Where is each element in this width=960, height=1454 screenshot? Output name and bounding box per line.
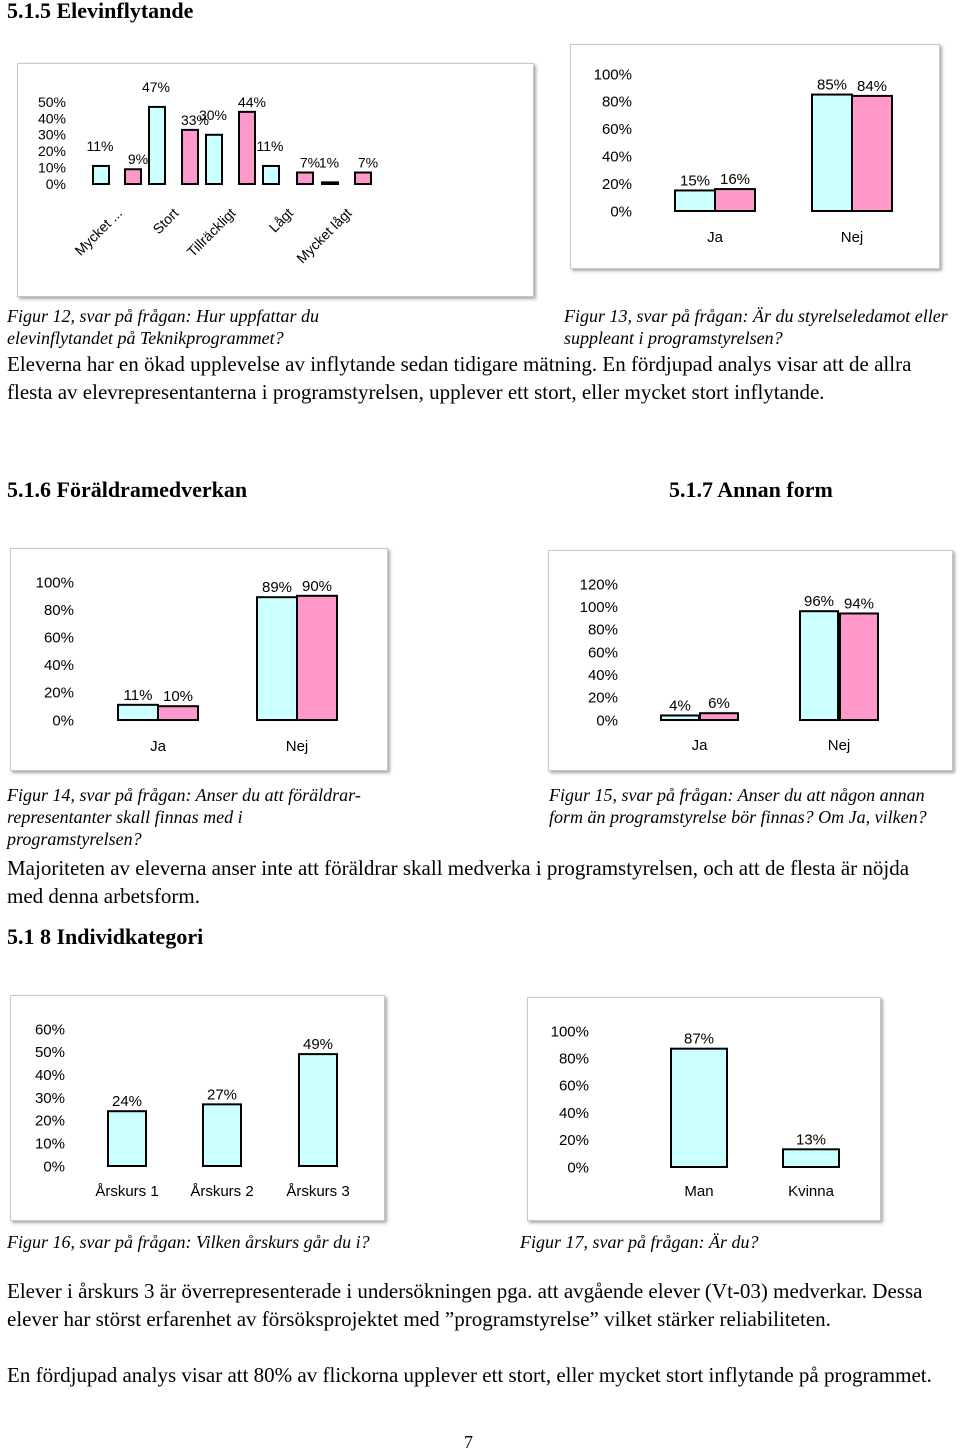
chart-figur-14 [10, 548, 388, 771]
data-label: 1% [318, 154, 340, 171]
data-label: 87% [683, 1030, 715, 1048]
y-tick-label: 60% [601, 121, 632, 139]
y-tick-label: 20% [43, 684, 74, 702]
data-label: 30% [198, 106, 228, 123]
caption-figur-13: Figur 13, svar på frågan: Är du styrelseledamot eller suppleant i programstyrelsen? [564, 306, 948, 348]
data-label: 16% [719, 171, 751, 189]
data-label: 94% [843, 595, 875, 613]
y-tick-label: 120% [579, 576, 618, 594]
data-label: 11% [123, 686, 153, 704]
y-tick-label: 40% [37, 110, 66, 127]
data-label: 10% [162, 688, 194, 706]
bar [263, 166, 279, 184]
category-label: Ja [707, 229, 723, 246]
bar [299, 1054, 337, 1166]
y-tick-label: 40% [34, 1066, 65, 1084]
bar [852, 96, 892, 211]
category-label: Nej [840, 229, 864, 246]
category-label: Man [684, 1183, 714, 1200]
caption-figur-12: Figur 12, svar på frågan: Hur uppfattar du elevinflytandet på Teknikprogrammet? [7, 306, 320, 348]
y-tick-label: 60% [34, 1021, 65, 1039]
bar [149, 107, 165, 184]
bar [355, 173, 371, 184]
data-label: 24% [111, 1093, 143, 1111]
bar [840, 613, 878, 720]
y-tick-label: 20% [601, 175, 632, 193]
category-label: Årskurs 1 [95, 1183, 159, 1200]
data-label: 47% [141, 78, 171, 95]
y-tick-label: 20% [587, 689, 618, 707]
paragraph-foraldrar: Majoriteten av eleverna anser inte att föräldrar skall medverka i programstyrelsen, och att de flesta är nöjda med denna arbetsform. [7, 856, 910, 908]
data-label: 84% [856, 77, 888, 95]
y-tick-label: 40% [43, 657, 74, 675]
bar [297, 173, 313, 184]
data-label: 7% [299, 154, 321, 171]
y-tick-label: 0% [596, 712, 618, 730]
category-label: Ja [691, 737, 708, 754]
bar [322, 182, 338, 184]
category-label: Nej [285, 738, 309, 755]
data-label: 11% [256, 137, 284, 154]
data-label: 13% [795, 1131, 827, 1149]
data-label: 11% [86, 137, 114, 154]
bar [203, 1104, 241, 1166]
data-label: 27% [206, 1086, 238, 1104]
heading-individkategori: 5.1 8 Individkategori [7, 924, 204, 949]
category-label: Nej [827, 737, 851, 754]
chart-figur-13 [570, 44, 940, 269]
y-tick-label: 60% [43, 629, 74, 647]
y-tick-label: 0% [45, 175, 66, 192]
y-tick-label: 40% [558, 1104, 589, 1122]
data-label: 15% [679, 172, 711, 190]
bar [661, 715, 699, 720]
page-number: 7 [464, 1432, 473, 1452]
bar [783, 1149, 839, 1167]
category-label: Årskurs 2 [190, 1183, 254, 1200]
paragraph-flickor: En fördjupad analys visar att 80% av flickorna upplever ett stort, eller mycket stort inflytande på programmet. [7, 1363, 932, 1387]
y-tick-label: 0% [52, 712, 74, 730]
chart-figur-12 [17, 63, 534, 297]
category-label: Stort [149, 204, 182, 238]
bar [257, 597, 297, 720]
y-tick-label: 20% [37, 143, 66, 160]
y-tick-label: 0% [43, 1158, 65, 1176]
y-tick-label: 10% [34, 1135, 65, 1153]
y-tick-label: 60% [587, 644, 618, 662]
y-tick-label: 80% [558, 1050, 589, 1068]
y-tick-label: 0% [610, 203, 632, 221]
y-tick-label: 100% [550, 1023, 589, 1041]
data-label: 7% [357, 154, 379, 171]
category-label: Mycket lågt [293, 204, 355, 267]
paragraph-inflytande: Eleverna har en ökad upplevelse av inflytande sedan tidigare mätning. En fördjupad analys visar att de allra flesta av elevrepresentanterna i programstyrelsen, upplever ett stort, eller mycket stort inflytande. [7, 352, 912, 404]
data-label: 90% [301, 577, 333, 595]
heading-annan-form: 5.1.7 Annan form [669, 477, 833, 502]
bar [182, 130, 198, 184]
data-label: 4% [669, 697, 691, 715]
chart-figur-15 [548, 550, 953, 771]
caption-figur-16: Figur 16, svar på frågan: Vilken årskurs går du i? [7, 1232, 370, 1252]
y-tick-label: 0% [567, 1159, 589, 1177]
chart-figur-16 [10, 995, 385, 1221]
category-label: Kvinna [788, 1183, 834, 1200]
bar [715, 189, 755, 211]
paragraph-arskurs: Elever i årskurs 3 är överrepresenterade i undersökningen pga. att avgående elever (Vt-03) medverkar. Dessa elever har störst erfarenhet av försöksprojektet med ”programstyrelse” vilket stärker reliabiliteten. [7, 1279, 923, 1331]
heading-foraldramedverkan: 5.1.6 Föräldramedverkan [7, 477, 248, 502]
bar [125, 169, 141, 184]
caption-figur-15: Figur 15, svar på frågan: Anser du att någon annan form än programstyrelse bör finnas? Om Ja, vilken? [549, 785, 927, 827]
bar [158, 706, 198, 720]
bar [206, 135, 222, 184]
data-label: 33% [180, 111, 210, 128]
y-tick-label: 100% [35, 574, 74, 592]
y-tick-label: 30% [37, 126, 66, 143]
data-label: 85% [816, 76, 848, 94]
bar [239, 112, 255, 184]
bar [800, 611, 838, 720]
category-label: Lågt [265, 204, 297, 236]
y-tick-label: 50% [37, 93, 66, 110]
data-label: 96% [803, 593, 835, 611]
data-label: 89% [261, 579, 293, 597]
y-tick-label: 100% [593, 66, 632, 84]
category-label: Årskurs 3 [286, 1183, 350, 1200]
caption-figur-14: Figur 14, svar på frågan: Anser du att föräldrar-representanter skall finnas med i programstyrelsen? [7, 785, 361, 849]
data-label: 44% [237, 93, 267, 110]
bar [700, 713, 738, 720]
bar [108, 1111, 146, 1166]
y-tick-label: 80% [43, 601, 74, 619]
category-label: Mycket ... [71, 204, 126, 259]
y-tick-label: 20% [558, 1132, 589, 1150]
y-tick-label: 20% [34, 1112, 65, 1130]
heading-elevinflytande: 5.1.5 Elevinflytande [7, 0, 194, 23]
data-label: 6% [708, 695, 730, 713]
category-label: Tillräckligt [183, 204, 239, 260]
y-tick-label: 10% [37, 159, 66, 176]
category-label: Ja [150, 738, 166, 755]
y-tick-label: 60% [558, 1077, 589, 1095]
bar [118, 705, 158, 720]
y-tick-label: 40% [587, 666, 618, 684]
caption-figur-17: Figur 17, svar på frågan: Är du? [520, 1232, 759, 1252]
data-label: 49% [302, 1036, 334, 1054]
bar [297, 596, 337, 720]
y-tick-label: 30% [34, 1089, 65, 1107]
y-tick-label: 50% [34, 1044, 65, 1062]
bar [675, 190, 715, 211]
data-label: 9% [127, 151, 149, 168]
bar [812, 95, 852, 211]
y-tick-label: 100% [579, 598, 618, 616]
y-tick-label: 80% [601, 93, 632, 111]
y-tick-label: 40% [601, 148, 632, 166]
chart-figur-17 [527, 997, 881, 1221]
bar [93, 166, 109, 184]
y-tick-label: 80% [587, 621, 618, 639]
bar [671, 1049, 727, 1167]
